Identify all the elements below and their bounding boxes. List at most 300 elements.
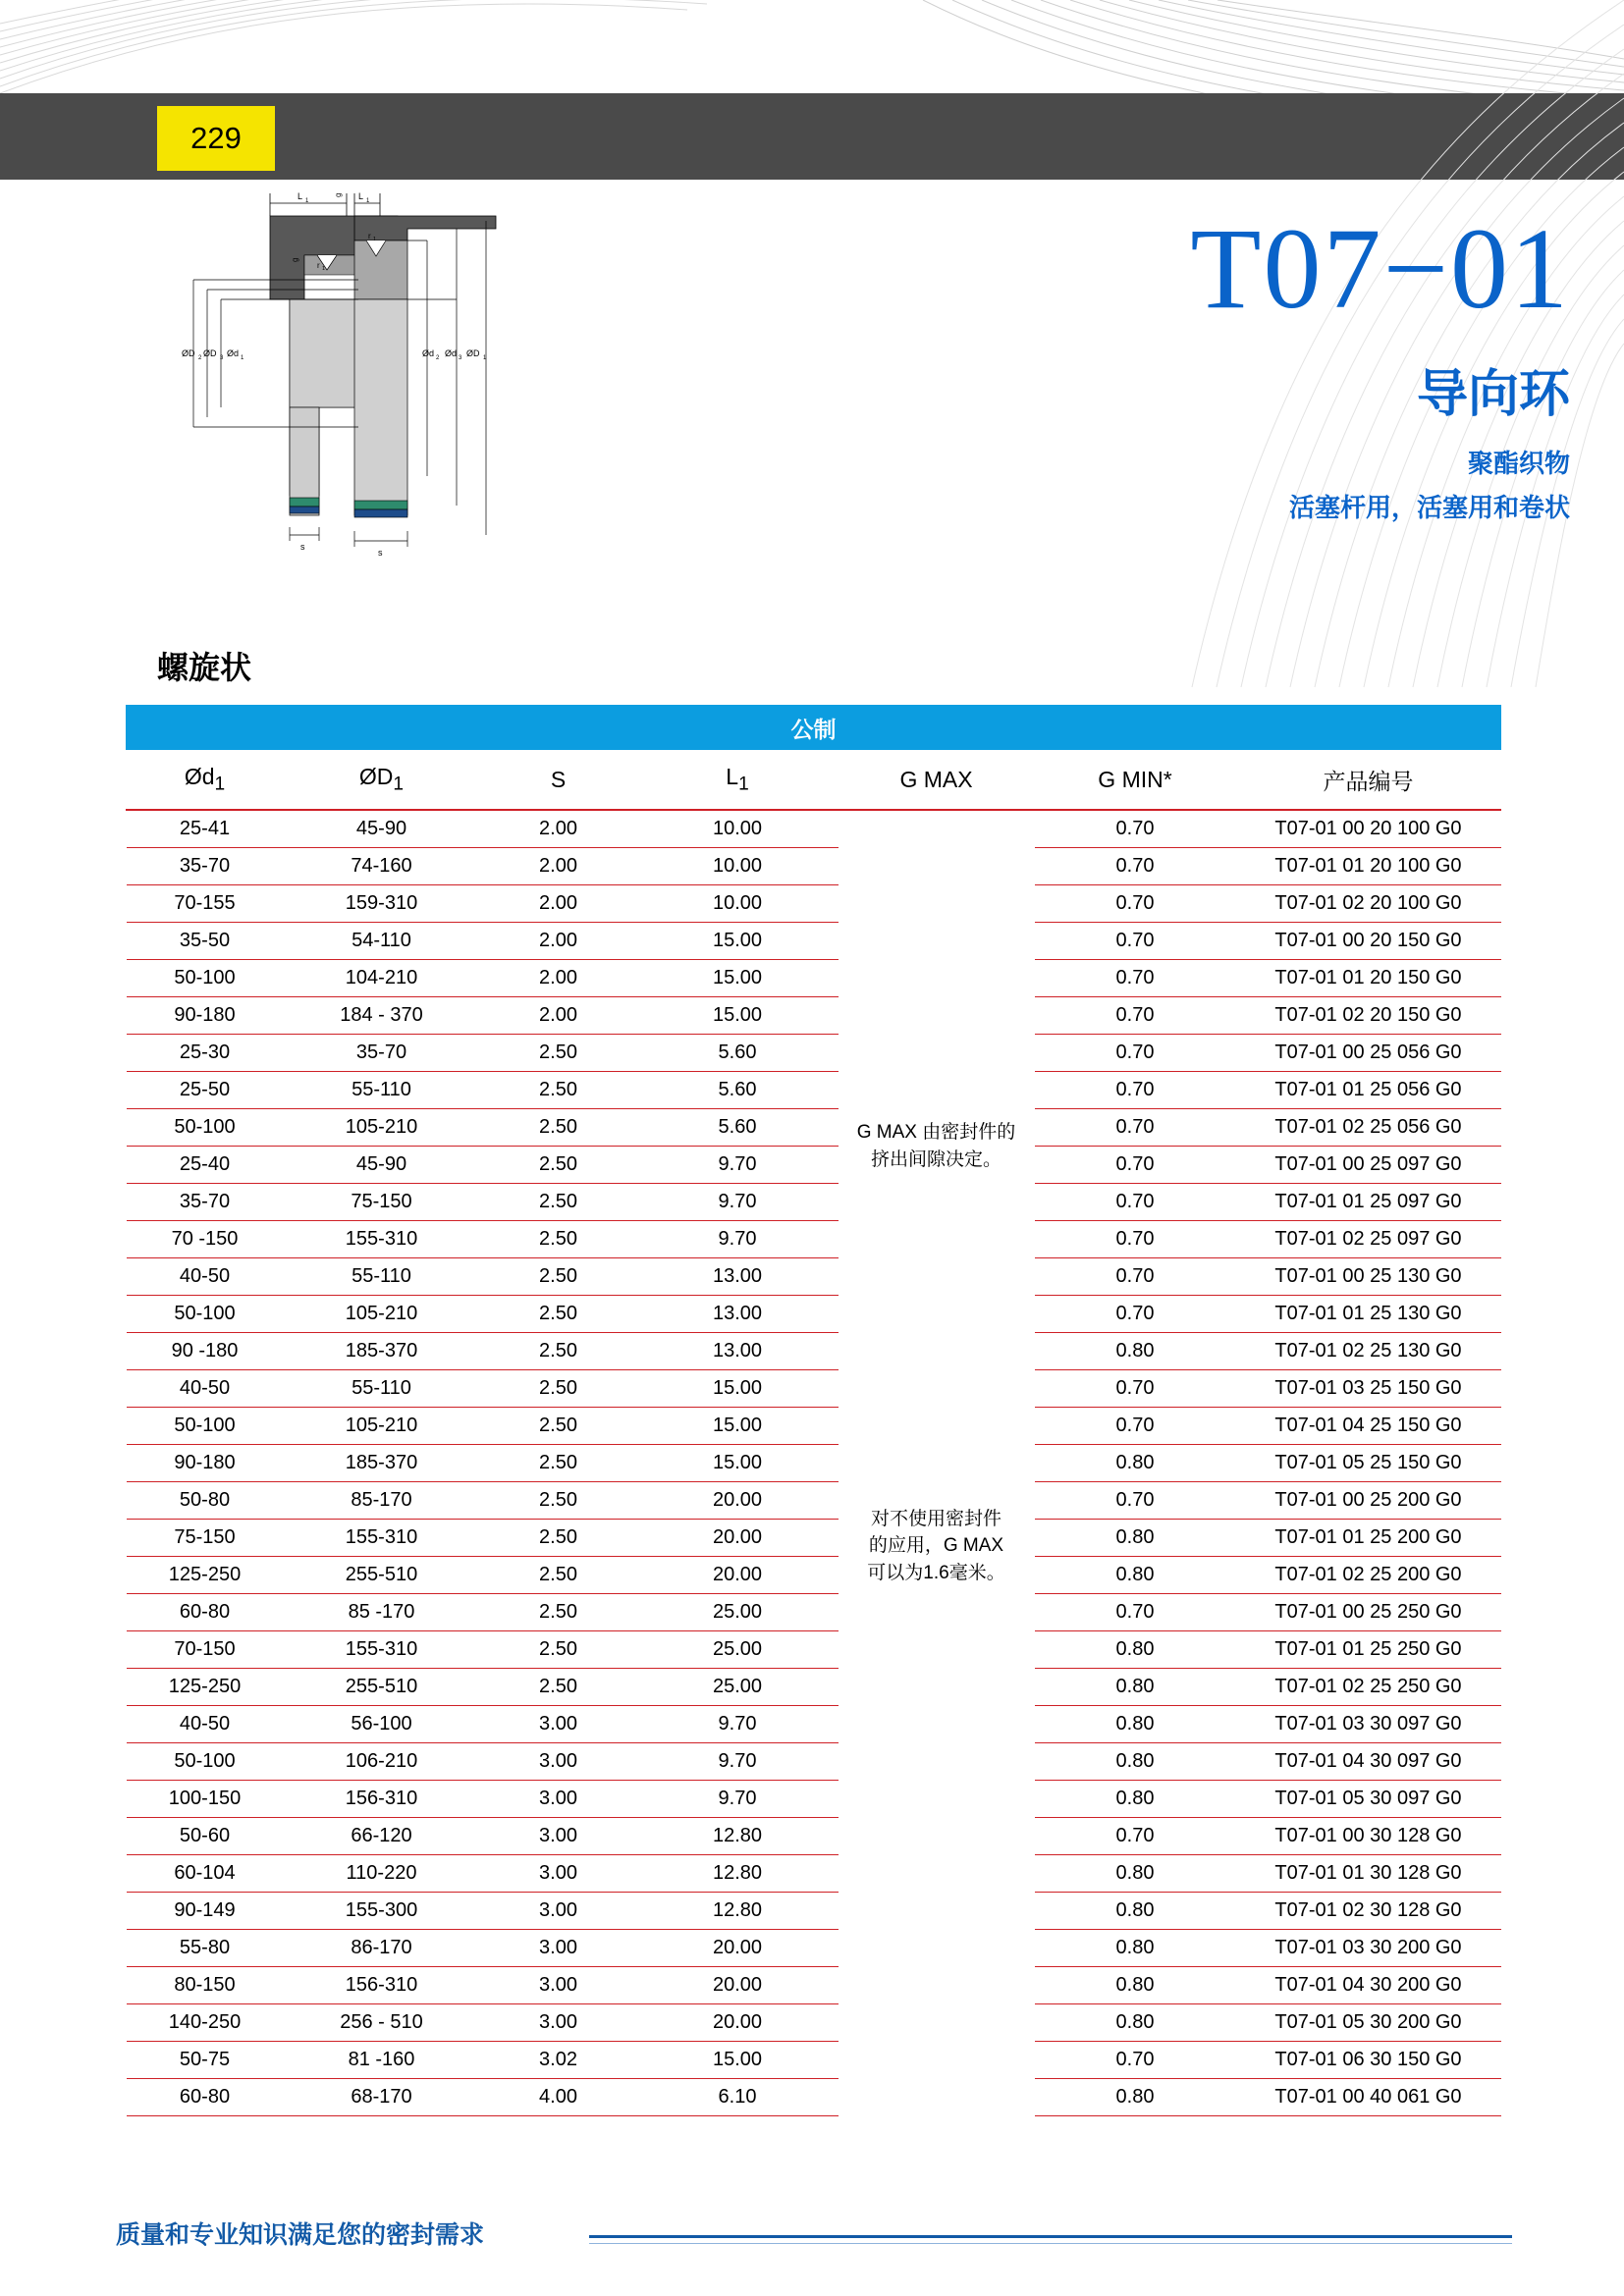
cell-part-number: T07-01 02 20 100 G0 bbox=[1236, 885, 1501, 923]
cell-L1: 13.00 bbox=[637, 1258, 839, 1296]
cell-d1: 55-80 bbox=[127, 1930, 284, 1967]
cell-D1: 85 -170 bbox=[284, 1594, 480, 1631]
cell-gmin: 0.70 bbox=[1035, 1221, 1236, 1258]
cell-part-number: T07-01 04 30 097 G0 bbox=[1236, 1743, 1501, 1781]
cell-L1: 12.80 bbox=[637, 1855, 839, 1893]
cell-D1: 66-120 bbox=[284, 1818, 480, 1855]
cell-L1: 9.70 bbox=[637, 1221, 839, 1258]
cell-part-number: T07-01 00 25 056 G0 bbox=[1236, 1035, 1501, 1072]
table-row bbox=[127, 810, 1501, 848]
cell-part-number: T07-01 00 20 100 G0 bbox=[1236, 810, 1501, 848]
cell-part-number: T07-01 01 30 128 G0 bbox=[1236, 1855, 1501, 1893]
table-row bbox=[127, 1631, 1501, 1669]
cell-D1: 104-210 bbox=[284, 960, 480, 997]
cell-gmin: 0.80 bbox=[1035, 1333, 1236, 1370]
table-row bbox=[127, 1557, 1501, 1594]
table-row bbox=[127, 1520, 1501, 1557]
footer-slogan: 质量和专业知识满足您的密封需求 bbox=[116, 2221, 485, 2249]
cell-gmin: 0.70 bbox=[1035, 1408, 1236, 1445]
svg-text:g: g bbox=[334, 192, 343, 197]
cell-gmin: 0.80 bbox=[1035, 1930, 1236, 1967]
svg-text:1: 1 bbox=[241, 355, 244, 361]
svg-text:3: 3 bbox=[459, 355, 462, 361]
cell-gmin: 0.70 bbox=[1035, 1370, 1236, 1408]
cell-D1: 56-100 bbox=[284, 1706, 480, 1743]
cell-D1: 45-90 bbox=[284, 810, 480, 848]
cell-S: 2.00 bbox=[480, 960, 637, 997]
cell-S: 3.00 bbox=[480, 1781, 637, 1818]
cell-L1: 15.00 bbox=[637, 923, 839, 960]
cell-S: 2.50 bbox=[480, 1296, 637, 1333]
cell-L1: 15.00 bbox=[637, 960, 839, 997]
cell-d1: 40-50 bbox=[127, 1706, 284, 1743]
cell-D1: 185-370 bbox=[284, 1445, 480, 1482]
cell-L1: 9.70 bbox=[637, 1743, 839, 1781]
cell-d1: 90-180 bbox=[127, 1445, 284, 1482]
cell-part-number: T07-01 01 25 250 G0 bbox=[1236, 1631, 1501, 1669]
cell-d1: 70-150 bbox=[127, 1631, 284, 1669]
product-code: T07−01 bbox=[1190, 204, 1570, 333]
spec-table-container bbox=[126, 705, 1500, 2116]
page-footer bbox=[0, 2188, 1624, 2296]
cell-S: 2.50 bbox=[480, 1072, 637, 1109]
cell-gmin: 0.80 bbox=[1035, 1445, 1236, 1482]
cell-gmin: 0.70 bbox=[1035, 810, 1236, 848]
cell-part-number: T07-01 06 30 150 G0 bbox=[1236, 2042, 1501, 2079]
table-banner: 公制 bbox=[127, 706, 1501, 750]
footer-rule-secondary bbox=[589, 2243, 1512, 2244]
header-part-number: 产品编号 bbox=[1236, 750, 1501, 811]
cell-part-number: T07-01 02 20 150 G0 bbox=[1236, 997, 1501, 1035]
svg-text:ØD: ØD bbox=[203, 348, 217, 358]
cell-d1: 70 -150 bbox=[127, 1221, 284, 1258]
cell-d1: 25-41 bbox=[127, 810, 284, 848]
cell-S: 2.00 bbox=[480, 923, 637, 960]
header-S: S bbox=[480, 750, 637, 811]
cell-gmin: 0.80 bbox=[1035, 2079, 1236, 2116]
cell-gmin: 0.80 bbox=[1035, 1855, 1236, 1893]
cell-L1: 20.00 bbox=[637, 1557, 839, 1594]
cell-D1: 85-170 bbox=[284, 1482, 480, 1520]
cell-part-number: T07-01 03 30 097 G0 bbox=[1236, 1706, 1501, 1743]
cell-S: 2.50 bbox=[480, 1631, 637, 1669]
svg-text:ØD: ØD bbox=[182, 348, 195, 358]
gmax-note-primary: G MAX 由密封件的挤出间隙决定。 bbox=[856, 1122, 1016, 1170]
header-gmax: G MAX bbox=[839, 750, 1035, 811]
cell-gmin: 0.80 bbox=[1035, 1967, 1236, 2004]
cell-D1: 68-170 bbox=[284, 2079, 480, 2116]
cell-part-number: T07-01 01 20 100 G0 bbox=[1236, 848, 1501, 885]
cell-S: 2.00 bbox=[480, 997, 637, 1035]
cell-S: 2.50 bbox=[480, 1370, 637, 1408]
section-heading: 螺旋状 bbox=[157, 650, 252, 685]
svg-text:1: 1 bbox=[305, 198, 309, 204]
svg-text:1: 1 bbox=[373, 237, 377, 242]
table-row bbox=[127, 1072, 1501, 1109]
cell-L1: 12.80 bbox=[637, 1818, 839, 1855]
cell-D1: 185-370 bbox=[284, 1333, 480, 1370]
footer-rule bbox=[589, 2235, 1512, 2238]
svg-text:2: 2 bbox=[436, 355, 440, 361]
cell-D1: 45-90 bbox=[284, 1147, 480, 1184]
table-row bbox=[127, 1221, 1501, 1258]
svg-text:1: 1 bbox=[322, 266, 326, 272]
cell-d1: 35-50 bbox=[127, 923, 284, 960]
cell-part-number: T07-01 00 25 097 G0 bbox=[1236, 1147, 1501, 1184]
svg-text:ØD: ØD bbox=[466, 348, 480, 358]
cell-d1: 90-180 bbox=[127, 997, 284, 1035]
cell-d1: 75-150 bbox=[127, 1520, 284, 1557]
cell-part-number: T07-01 03 25 150 G0 bbox=[1236, 1370, 1501, 1408]
cell-d1: 90 -180 bbox=[127, 1333, 284, 1370]
cell-d1: 125-250 bbox=[127, 1669, 284, 1706]
cell-S: 2.50 bbox=[480, 1482, 637, 1520]
cell-gmin: 0.70 bbox=[1035, 960, 1236, 997]
cell-D1: 184 - 370 bbox=[284, 997, 480, 1035]
cell-L1: 5.60 bbox=[637, 1072, 839, 1109]
cell-d1: 100-150 bbox=[127, 1781, 284, 1818]
svg-text:L: L bbox=[358, 191, 364, 201]
svg-text:s: s bbox=[378, 548, 383, 558]
cell-part-number: T07-01 00 25 200 G0 bbox=[1236, 1482, 1501, 1520]
cell-part-number: T07-01 01 25 056 G0 bbox=[1236, 1072, 1501, 1109]
page-number-badge bbox=[157, 106, 275, 171]
cell-gmin: 0.70 bbox=[1035, 1258, 1236, 1296]
cell-d1: 50-80 bbox=[127, 1482, 284, 1520]
product-material: 聚酯织物 bbox=[1467, 449, 1570, 478]
table-row bbox=[127, 1370, 1501, 1408]
cell-part-number: T07-01 04 30 200 G0 bbox=[1236, 1967, 1501, 2004]
cell-part-number: T07-01 00 40 061 G0 bbox=[1236, 2079, 1501, 2116]
cell-d1: 50-100 bbox=[127, 1408, 284, 1445]
table-row bbox=[127, 960, 1501, 997]
cell-D1: 156-310 bbox=[284, 1781, 480, 1818]
cell-gmin: 0.70 bbox=[1035, 1818, 1236, 1855]
cell-L1: 15.00 bbox=[637, 1408, 839, 1445]
cell-D1: 255-510 bbox=[284, 1557, 480, 1594]
svg-text:3: 3 bbox=[220, 355, 224, 361]
table-row bbox=[127, 1109, 1501, 1147]
cell-D1: 74-160 bbox=[284, 848, 480, 885]
cell-S: 2.50 bbox=[480, 1594, 637, 1631]
cell-D1: 159-310 bbox=[284, 885, 480, 923]
cell-part-number: T07-01 00 25 130 G0 bbox=[1236, 1258, 1501, 1296]
cell-L1: 5.60 bbox=[637, 1035, 839, 1072]
cell-S: 2.50 bbox=[480, 1408, 637, 1445]
cell-L1: 5.60 bbox=[637, 1109, 839, 1147]
header-band bbox=[0, 0, 1624, 187]
cell-part-number: T07-01 03 30 200 G0 bbox=[1236, 1930, 1501, 1967]
cell-part-number: T07-01 02 25 250 G0 bbox=[1236, 1669, 1501, 1706]
cell-L1: 9.70 bbox=[637, 1706, 839, 1743]
product-technical-drawing bbox=[172, 182, 682, 653]
cell-L1: 25.00 bbox=[637, 1631, 839, 1669]
cell-L1: 6.10 bbox=[637, 2079, 839, 2116]
cell-d1: 40-50 bbox=[127, 1258, 284, 1296]
cell-gmin: 0.70 bbox=[1035, 1296, 1236, 1333]
svg-text:r: r bbox=[317, 261, 320, 270]
cell-part-number: T07-01 02 30 128 G0 bbox=[1236, 1893, 1501, 1930]
cell-L1: 13.00 bbox=[637, 1296, 839, 1333]
cell-d1: 25-40 bbox=[127, 1147, 284, 1184]
cell-S: 2.50 bbox=[480, 1109, 637, 1147]
header-gmin: G MIN* bbox=[1035, 750, 1236, 811]
cell-gmin: 0.70 bbox=[1035, 1594, 1236, 1631]
cell-D1: 55-110 bbox=[284, 1258, 480, 1296]
table-row bbox=[127, 885, 1501, 923]
table-row bbox=[127, 1035, 1501, 1072]
svg-text:Ød: Ød bbox=[445, 348, 458, 358]
cell-d1: 50-60 bbox=[127, 1818, 284, 1855]
cell-L1: 15.00 bbox=[637, 997, 839, 1035]
cell-d1: 60-80 bbox=[127, 2079, 284, 2116]
cell-L1: 20.00 bbox=[637, 1967, 839, 2004]
table-row bbox=[127, 923, 1501, 960]
cell-d1: 125-250 bbox=[127, 1557, 284, 1594]
table-row bbox=[127, 2079, 1501, 2116]
cell-D1: 155-310 bbox=[284, 1520, 480, 1557]
cell-part-number: T07-01 02 25 130 G0 bbox=[1236, 1333, 1501, 1370]
cell-L1: 12.80 bbox=[637, 1893, 839, 1930]
table-row bbox=[127, 1893, 1501, 1930]
cell-gmin: 0.80 bbox=[1035, 2004, 1236, 2042]
cell-S: 3.00 bbox=[480, 1893, 637, 1930]
cell-gmin: 0.70 bbox=[1035, 885, 1236, 923]
cell-L1: 20.00 bbox=[637, 1520, 839, 1557]
cell-S: 2.50 bbox=[480, 1258, 637, 1296]
spec-table-body bbox=[127, 810, 1501, 2116]
cell-L1: 20.00 bbox=[637, 1930, 839, 1967]
table-row bbox=[127, 1296, 1501, 1333]
cell-d1: 50-100 bbox=[127, 1296, 284, 1333]
cell-d1: 90-149 bbox=[127, 1893, 284, 1930]
svg-text:Ød: Ød bbox=[227, 348, 240, 358]
cell-d1: 35-70 bbox=[127, 1184, 284, 1221]
cell-part-number: T07-01 05 25 150 G0 bbox=[1236, 1445, 1501, 1482]
cell-d1: 40-50 bbox=[127, 1370, 284, 1408]
cell-S: 3.00 bbox=[480, 1967, 637, 2004]
cell-S: 3.00 bbox=[480, 1930, 637, 1967]
cell-gmin: 0.80 bbox=[1035, 1781, 1236, 1818]
header-d1: $Ød_1$ bbox=[127, 750, 284, 811]
table-row bbox=[127, 1669, 1501, 1706]
cell-gmin: 0.80 bbox=[1035, 1893, 1236, 1930]
cell-L1: 9.70 bbox=[637, 1147, 839, 1184]
cell-S: 2.50 bbox=[480, 1221, 637, 1258]
cell-gmin: 0.80 bbox=[1035, 1706, 1236, 1743]
cell-L1: 20.00 bbox=[637, 1482, 839, 1520]
table-row bbox=[127, 1333, 1501, 1370]
cell-d1: 25-30 bbox=[127, 1035, 284, 1072]
cell-D1: 54-110 bbox=[284, 923, 480, 960]
cell-L1: 20.00 bbox=[637, 2004, 839, 2042]
cell-D1: 155-310 bbox=[284, 1221, 480, 1258]
table-row bbox=[127, 2004, 1501, 2042]
cell-L1: 10.00 bbox=[637, 810, 839, 848]
title-block bbox=[883, 204, 1570, 524]
cell-D1: 256 - 510 bbox=[284, 2004, 480, 2042]
cell-S: 2.00 bbox=[480, 885, 637, 923]
cell-gmax-note-2 bbox=[839, 1482, 1035, 2116]
cell-gmax-note-1 bbox=[839, 810, 1035, 1482]
cell-S: 2.50 bbox=[480, 1669, 637, 1706]
svg-text:Ød: Ød bbox=[422, 348, 435, 358]
cell-d1: 80-150 bbox=[127, 1967, 284, 2004]
cell-D1: 106-210 bbox=[284, 1743, 480, 1781]
cell-S: 3.00 bbox=[480, 1743, 637, 1781]
cell-gmin: 0.70 bbox=[1035, 1184, 1236, 1221]
table-header-row bbox=[127, 750, 1501, 811]
cell-part-number: T07-01 00 30 128 G0 bbox=[1236, 1818, 1501, 1855]
cell-D1: 55-110 bbox=[284, 1370, 480, 1408]
cell-gmin: 0.70 bbox=[1035, 1109, 1236, 1147]
cell-part-number: T07-01 00 20 150 G0 bbox=[1236, 923, 1501, 960]
cell-gmin: 0.70 bbox=[1035, 1072, 1236, 1109]
cell-S: 2.50 bbox=[480, 1557, 637, 1594]
cell-part-number: T07-01 01 25 200 G0 bbox=[1236, 1520, 1501, 1557]
table-row bbox=[127, 2042, 1501, 2079]
svg-text:1: 1 bbox=[366, 198, 370, 204]
cell-D1: 155-300 bbox=[284, 1893, 480, 1930]
cell-d1: 50-100 bbox=[127, 1743, 284, 1781]
cell-gmin: 0.70 bbox=[1035, 997, 1236, 1035]
table-row bbox=[127, 1408, 1501, 1445]
cell-part-number: T07-01 00 25 250 G0 bbox=[1236, 1594, 1501, 1631]
cell-S: 4.00 bbox=[480, 2079, 637, 2116]
table-row bbox=[127, 1445, 1501, 1482]
cell-L1: 9.70 bbox=[637, 1781, 839, 1818]
cell-gmin: 0.80 bbox=[1035, 1520, 1236, 1557]
cell-D1: 110-220 bbox=[284, 1855, 480, 1893]
cell-d1: 50-100 bbox=[127, 1109, 284, 1147]
cell-D1: 55-110 bbox=[284, 1072, 480, 1109]
table-row bbox=[127, 1781, 1501, 1818]
cell-d1: 25-50 bbox=[127, 1072, 284, 1109]
cell-S: 3.00 bbox=[480, 1855, 637, 1893]
cell-L1: 10.00 bbox=[637, 885, 839, 923]
cell-D1: 105-210 bbox=[284, 1296, 480, 1333]
cell-L1: 15.00 bbox=[637, 2042, 839, 2079]
table-row bbox=[127, 1706, 1501, 1743]
cell-S: 2.00 bbox=[480, 848, 637, 885]
table-row bbox=[127, 1594, 1501, 1631]
svg-text:g: g bbox=[291, 257, 299, 262]
cell-part-number: T07-01 02 25 056 G0 bbox=[1236, 1109, 1501, 1147]
cell-D1: 86-170 bbox=[284, 1930, 480, 1967]
cell-L1: 25.00 bbox=[637, 1669, 839, 1706]
svg-text:1: 1 bbox=[483, 355, 487, 361]
cell-D1: 35-70 bbox=[284, 1035, 480, 1072]
cell-L1: 15.00 bbox=[637, 1445, 839, 1482]
cell-D1: 105-210 bbox=[284, 1408, 480, 1445]
cell-D1: 156-310 bbox=[284, 1967, 480, 2004]
header-D1: $ØD_1$ bbox=[284, 750, 480, 811]
cell-part-number: T07-01 05 30 097 G0 bbox=[1236, 1781, 1501, 1818]
cell-part-number: T07-01 05 30 200 G0 bbox=[1236, 2004, 1501, 2042]
cell-L1: 15.00 bbox=[637, 1370, 839, 1408]
cell-gmin: 0.80 bbox=[1035, 1631, 1236, 1669]
cell-part-number: T07-01 01 25 097 G0 bbox=[1236, 1184, 1501, 1221]
cell-part-number: T07-01 01 25 130 G0 bbox=[1236, 1296, 1501, 1333]
svg-text:2: 2 bbox=[198, 355, 202, 361]
header-L1: $L_1$ bbox=[637, 750, 839, 811]
cell-S: 2.50 bbox=[480, 1035, 637, 1072]
cell-S: 2.50 bbox=[480, 1445, 637, 1482]
table-row bbox=[127, 997, 1501, 1035]
cell-L1: 25.00 bbox=[637, 1594, 839, 1631]
cell-S: 3.02 bbox=[480, 2042, 637, 2079]
cell-D1: 75-150 bbox=[284, 1184, 480, 1221]
cell-S: 2.50 bbox=[480, 1184, 637, 1221]
product-name: 导向环 bbox=[1416, 366, 1570, 423]
cell-S: 2.00 bbox=[480, 810, 637, 848]
cell-D1: 81 -160 bbox=[284, 2042, 480, 2079]
cell-S: 3.00 bbox=[480, 1706, 637, 1743]
cell-gmin: 0.80 bbox=[1035, 1743, 1236, 1781]
cell-S: 3.00 bbox=[480, 1818, 637, 1855]
cell-D1: 155-310 bbox=[284, 1631, 480, 1669]
cell-part-number: T07-01 02 25 097 G0 bbox=[1236, 1221, 1501, 1258]
cell-L1: 13.00 bbox=[637, 1333, 839, 1370]
cell-d1: 60-80 bbox=[127, 1594, 284, 1631]
table-row bbox=[127, 1743, 1501, 1781]
table-row bbox=[127, 1258, 1501, 1296]
cell-gmin: 0.80 bbox=[1035, 1557, 1236, 1594]
cell-gmin: 0.70 bbox=[1035, 848, 1236, 885]
table-row bbox=[127, 1184, 1501, 1221]
svg-text:L: L bbox=[298, 191, 303, 201]
cell-gmin: 0.70 bbox=[1035, 1147, 1236, 1184]
svg-text:r: r bbox=[368, 232, 371, 240]
svg-text:s: s bbox=[300, 542, 305, 552]
cell-d1: 50-100 bbox=[127, 960, 284, 997]
gmax-note-secondary: 对不使用密封件 的应用，G MAX 可以为1.6毫米。 bbox=[867, 1508, 1005, 1583]
product-application: 活塞杆用，活塞用和卷状 bbox=[1288, 493, 1570, 522]
cell-gmin: 0.70 bbox=[1035, 1482, 1236, 1520]
table-row bbox=[127, 1482, 1501, 1520]
cell-d1: 35-70 bbox=[127, 848, 284, 885]
spec-table bbox=[126, 705, 1501, 2116]
cell-D1: 255-510 bbox=[284, 1669, 480, 1706]
cell-S: 2.50 bbox=[480, 1333, 637, 1370]
cell-L1: 9.70 bbox=[637, 1184, 839, 1221]
cell-d1: 70-155 bbox=[127, 885, 284, 923]
cell-gmin: 0.70 bbox=[1035, 923, 1236, 960]
page-number: 229 bbox=[190, 121, 242, 155]
cell-S: 2.50 bbox=[480, 1147, 637, 1184]
cell-part-number: T07-01 01 20 150 G0 bbox=[1236, 960, 1501, 997]
table-row bbox=[127, 1967, 1501, 2004]
cell-d1: 140-250 bbox=[127, 2004, 284, 2042]
cell-gmin: 0.80 bbox=[1035, 1669, 1236, 1706]
cell-S: 2.50 bbox=[480, 1520, 637, 1557]
cell-d1: 50-75 bbox=[127, 2042, 284, 2079]
cell-part-number: T07-01 02 25 200 G0 bbox=[1236, 1557, 1501, 1594]
cell-D1: 105-210 bbox=[284, 1109, 480, 1147]
cell-gmin: 0.70 bbox=[1035, 2042, 1236, 2079]
table-banner-row bbox=[127, 706, 1501, 750]
cell-L1: 10.00 bbox=[637, 848, 839, 885]
cell-d1: 60-104 bbox=[127, 1855, 284, 1893]
table-row bbox=[127, 848, 1501, 885]
cell-part-number: T07-01 04 25 150 G0 bbox=[1236, 1408, 1501, 1445]
table-row bbox=[127, 1147, 1501, 1184]
table-row bbox=[127, 1930, 1501, 1967]
table-row bbox=[127, 1855, 1501, 1893]
table-row bbox=[127, 1818, 1501, 1855]
cell-gmin: 0.70 bbox=[1035, 1035, 1236, 1072]
cell-S: 3.00 bbox=[480, 2004, 637, 2042]
